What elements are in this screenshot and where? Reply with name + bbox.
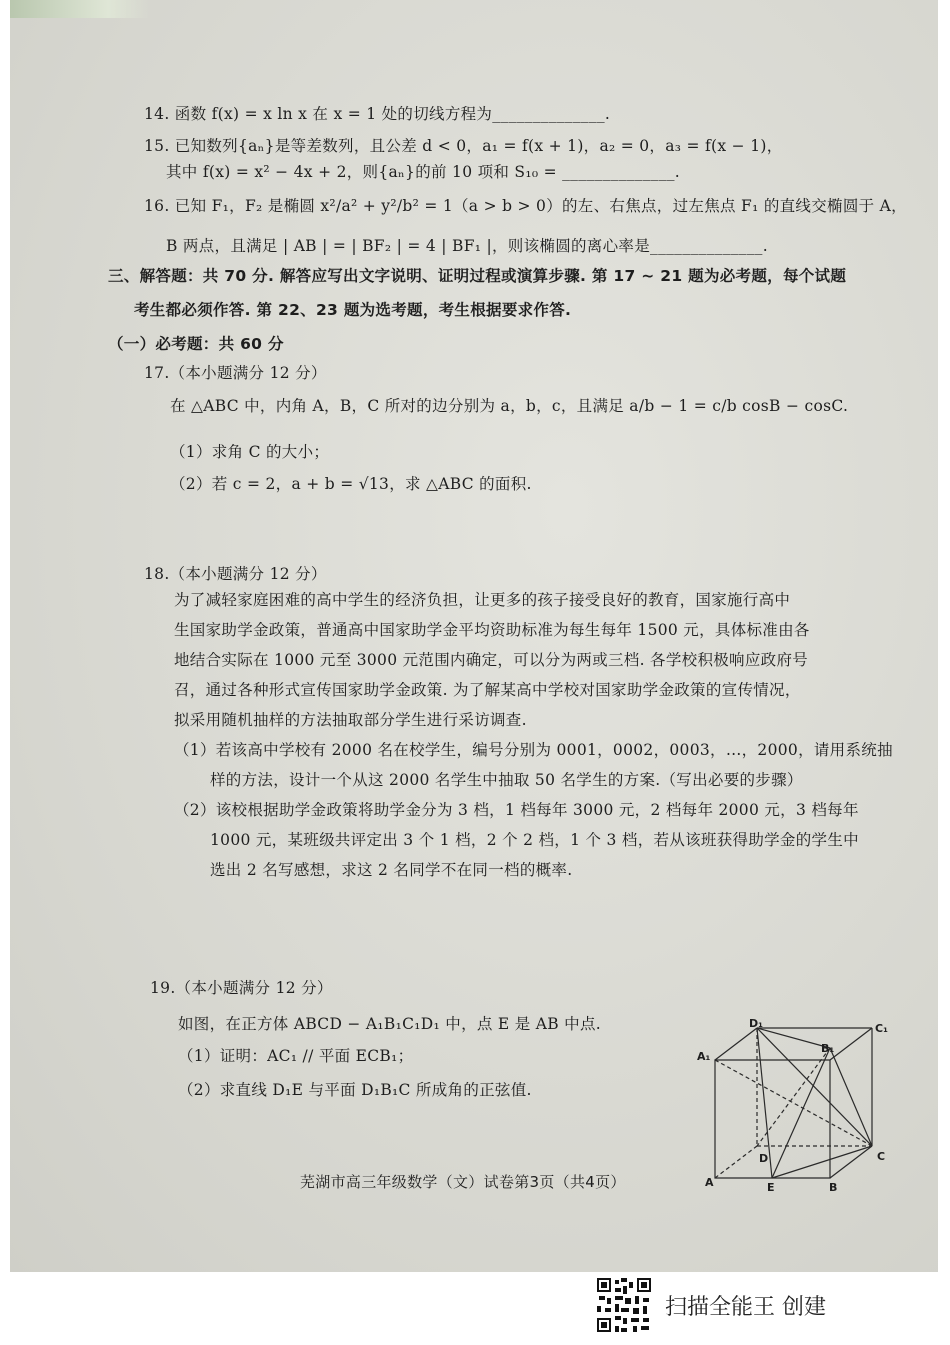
- exam-line-q18e: 拟采用随机抽样的方法抽取部分学生进行采访调查.: [174, 711, 527, 729]
- exam-line-sub1: （一）必考题：共 60 分: [108, 335, 284, 353]
- exam-line-q18a: 为了减轻家庭困难的高中学生的经济负担，让更多的孩子接受良好的教育，国家施行高中: [174, 591, 791, 609]
- exam-line-q19c: （2）求直线 D₁E 与平面 D₁B₁C 所成角的正弦值.: [178, 1081, 532, 1099]
- exam-line-q16b: B 两点，且满足 | AB | = | BF₂ | = 4 | BF₁ |，则该椭圆的离心率是______________.: [166, 237, 768, 255]
- exam-line-q18b: 生国家助学金政策，普通高中国家助学金平均资助标准为每生每年 1500 元，具体标准由各: [174, 621, 810, 639]
- label-e: E: [767, 1181, 775, 1194]
- label-c1: C₁: [875, 1022, 888, 1035]
- exam-line-q17c: （2）若 c = 2，a + b = √13，求 △ABC 的面积.: [170, 475, 532, 493]
- exam-line-q18g: 样的方法，设计一个从这 2000 名学生中抽取 50 名学生的方案.（写出必要的步骤）: [210, 771, 803, 789]
- exam-line-sec3a: 三、解答题：共 70 分. 解答应写出文字说明、证明过程或演算步骤. 第 17 ~ 21 题为必考题，每个试题: [108, 267, 847, 285]
- label-b: B: [829, 1181, 838, 1194]
- exam-line-q18j: 选出 2 名写感想，求这 2 名同学不在同一档的概率.: [210, 861, 573, 879]
- scanner-brand-text: 扫描全能王 创建: [665, 1294, 826, 1320]
- exam-line-q15a: 15. 已知数列{aₙ}是等差数列，且公差 d < 0，a₁ = f(x + 1)，a₂ = 0，a₃ = f(x − 1)，: [144, 137, 783, 155]
- qr-code-icon: [595, 1276, 653, 1334]
- exam-line-q17b: （1）求角 C 的大小；: [170, 443, 330, 461]
- label-c: C: [877, 1150, 886, 1163]
- scanner-watermark: [595, 1275, 826, 1335]
- exam-line-q15b: 其中 f(x) = x² − 4x + 2，则{aₙ}的前 10 项和 S₁₀ = ______________.: [166, 163, 681, 181]
- exam-line-q16a: 16. 已知 F₁，F₂ 是椭圆 x²/a² + y²/b² = 1（a > b > 0）的左、右焦点，过左焦点 F₁ 的直线交椭圆于 A，: [144, 197, 907, 215]
- label-d1: D₁: [749, 1018, 763, 1030]
- exam-line-q18i: 1000 元，某班级共评定出 3 个 1 档，2 个 2 档，1 个 3 档，若从该班获得助学金的学生中: [210, 831, 859, 849]
- label-d: D: [759, 1152, 769, 1165]
- exam-line-q14: 14. 函数 f(x) = x ln x 在 x = 1 处的切线方程为______________.: [144, 105, 611, 123]
- exam-line-q18h: 18.（本小题满分 12 分）: [144, 565, 327, 583]
- scanned-exam-page: [10, 0, 938, 1272]
- scan-edge-artifact: [10, 0, 150, 18]
- exam-line-q18c: 地结合实际在 1000 元至 3000 元范围内确定，可以分为两或三档. 各学校积极响应政府号: [174, 651, 809, 669]
- exam-line-q18f: （1）若该高中学校有 2000 名在校学生，编号分别为 0001，0002，0003，…，2000，请用系统抽: [174, 741, 893, 759]
- exam-line-q19h: 19.（本小题满分 12 分）: [150, 979, 333, 997]
- exam-line-q18d: 召，通过各种形式宣传国家助学金政策. 为了解某高中学校对国家助学金政策的宣传情况，: [174, 681, 801, 699]
- cube-figure: [695, 1018, 905, 1198]
- label-a1: A₁: [697, 1050, 711, 1063]
- exam-line-q18h2: （2）该校根据助学金政策将助学金分为 3 档，1 档每年 3000 元，2 档每年 2000 元，3 档每年: [174, 801, 859, 819]
- exam-line-q19b: （1）证明：AC₁ // 平面 ECB₁；: [178, 1047, 414, 1065]
- exam-line-footer: 芜湖市高三年级数学（文）试卷第3页（共4页）: [300, 1173, 626, 1191]
- exam-line-q17a: 在 △ABC 中，内角 A，B，C 所对的边分别为 a，b，c，且满足 a/b − 1 = c/b cosB − cosC.: [170, 397, 849, 415]
- label-a: A: [705, 1176, 714, 1189]
- exam-line-q17h: 17.（本小题满分 12 分）: [144, 364, 327, 382]
- label-b1: B₁: [821, 1042, 835, 1055]
- exam-line-sec3b: 考生都必须作答. 第 22、23 题为选考题，考生根据要求作答.: [134, 301, 572, 319]
- exam-line-q19a: 如图，在正方体 ABCD − A₁B₁C₁D₁ 中，点 E 是 AB 中点.: [178, 1015, 602, 1033]
